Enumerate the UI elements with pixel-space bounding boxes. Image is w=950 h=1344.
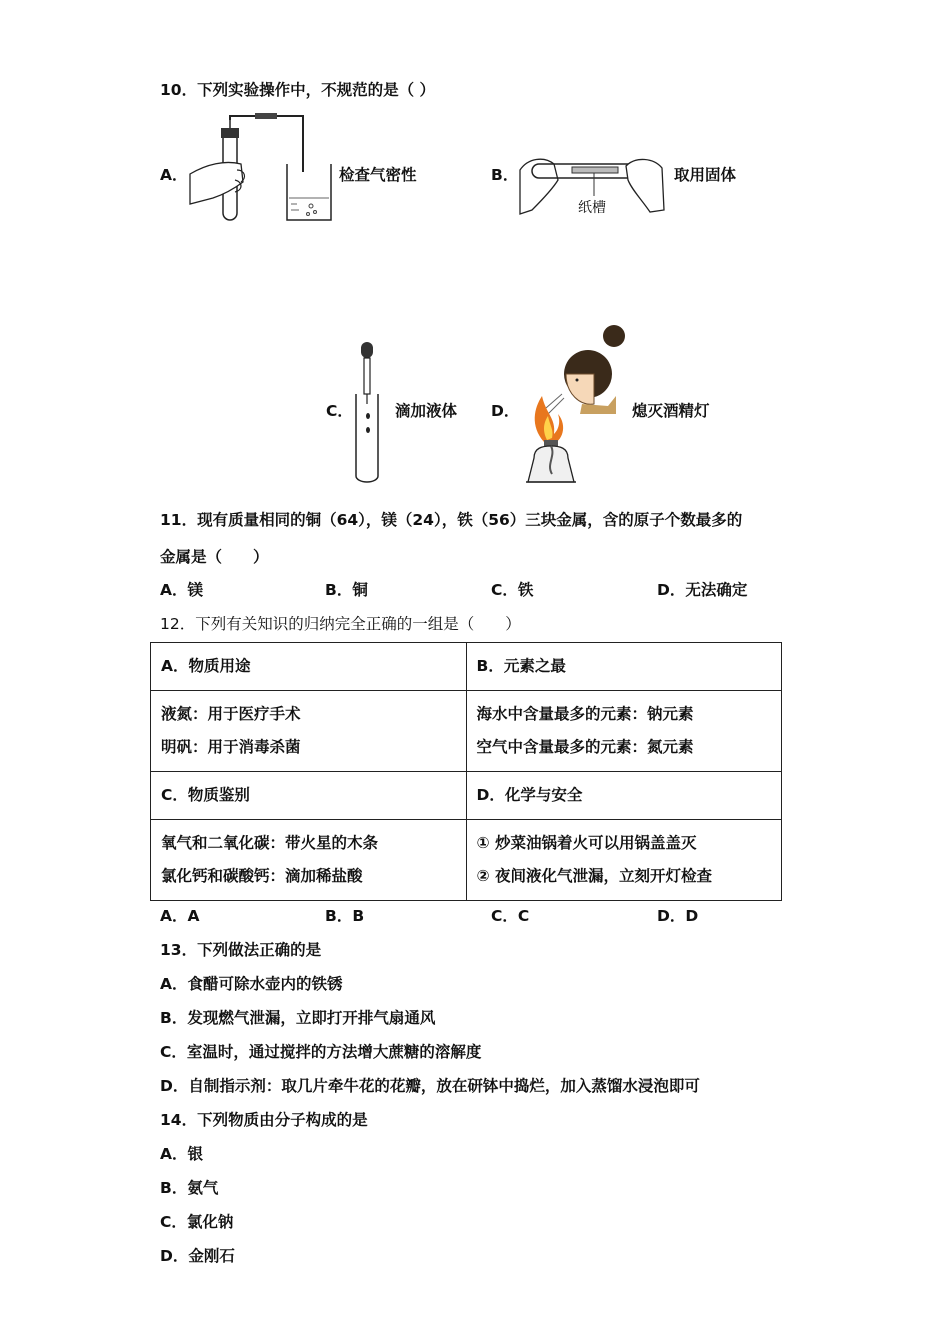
q10-stem: 10．下列实验操作中，不规范的是（ ）: [160, 81, 435, 99]
q12-stem: 12．下列有关知识的归纳完全正确的一组是（ ）: [160, 615, 521, 633]
q11-stem-line2: 金属是（ ）: [160, 548, 269, 566]
table-cell-a-head: A．物质用途: [151, 643, 467, 691]
q10-option-a-caption: 检查气密性: [339, 166, 417, 184]
q12-option-a: A．A: [160, 907, 200, 925]
q13-option-c: C．室温时，通过搅拌的方法增大蔗糖的溶解度: [160, 1043, 482, 1061]
q13-option-a: A．食醋可除水壶内的铁锈: [160, 975, 343, 993]
q10-option-b-label: B．: [491, 166, 519, 184]
q11-option-b: B．铜: [325, 581, 368, 599]
q12-option-c: C．C: [491, 907, 530, 925]
q10-option-b-caption: 取用固体: [674, 166, 737, 184]
q13-stem: 13．下列做法正确的是: [160, 941, 322, 959]
q14-option-b: B．氨气: [160, 1179, 219, 1197]
q14-option-a: A．银: [160, 1145, 203, 1163]
q12-option-b: B．B: [325, 907, 365, 925]
q10-option-d-label: D．: [491, 402, 520, 420]
table-cell-d-body: ① 炒菜油锅着火可以用锅盖盖灭 ② 夜间液化气泄漏，立刻开灯检查: [466, 820, 782, 901]
table-cell-c-body: 氧气和二氧化碳：带火星的木条 氯化钙和碳酸钙：滴加稀盐酸: [151, 820, 467, 901]
q10-option-c-label: C．: [326, 402, 353, 420]
table-cell-b-body: 海水中含量最多的元素：钠元素 空气中含量最多的元素：氮元素: [466, 691, 782, 772]
q14-option-d: D．金刚石: [160, 1247, 235, 1265]
paper-trough-label: 纸槽: [578, 200, 606, 216]
q13-option-b: B．发现燃气泄漏，立即打开排气扇通风: [160, 1009, 436, 1027]
q11-stem-line1: 11．现有质量相同的铜（64），镁（24），铁（56）三块金属，含的原子个数最多的: [160, 511, 743, 529]
q14-option-c: C．氯化钠: [160, 1213, 234, 1231]
q11-option-a: A．镁: [160, 581, 203, 599]
q14-stem: 14．下列物质由分子构成的是: [160, 1111, 368, 1129]
q12-option-d: D．D: [657, 907, 699, 925]
q11-option-c: C．铁: [491, 581, 534, 599]
q10-option-a-label: A．: [160, 166, 188, 184]
q10-option-d-caption: 熄灭酒精灯: [632, 402, 710, 420]
table-cell-b-head: B．元素之最: [466, 643, 782, 691]
knowledge-summary-table: [150, 642, 782, 901]
table-cell-d-head: D．化学与安全: [466, 772, 782, 820]
dropper-illustration: [350, 340, 384, 485]
q10-option-c-caption: 滴加液体: [395, 402, 458, 420]
q11-option-d: D．无法确定: [657, 581, 748, 599]
table-cell-a-body: 液氮：用于医疗手术 明矾：用于消毒杀菌: [151, 691, 467, 772]
solid-sampling-illustration: [518, 150, 666, 224]
airtightness-check-illustration: [185, 112, 335, 224]
blowing-out-alcohol-lamp-illustration: [520, 322, 632, 488]
q13-option-d: D．自制指示剂：取几片牵牛花的花瓣，放在研钵中捣烂，加入蒸馏水浸泡即可: [160, 1077, 700, 1095]
table-cell-c-head: C．物质鉴别: [151, 772, 467, 820]
